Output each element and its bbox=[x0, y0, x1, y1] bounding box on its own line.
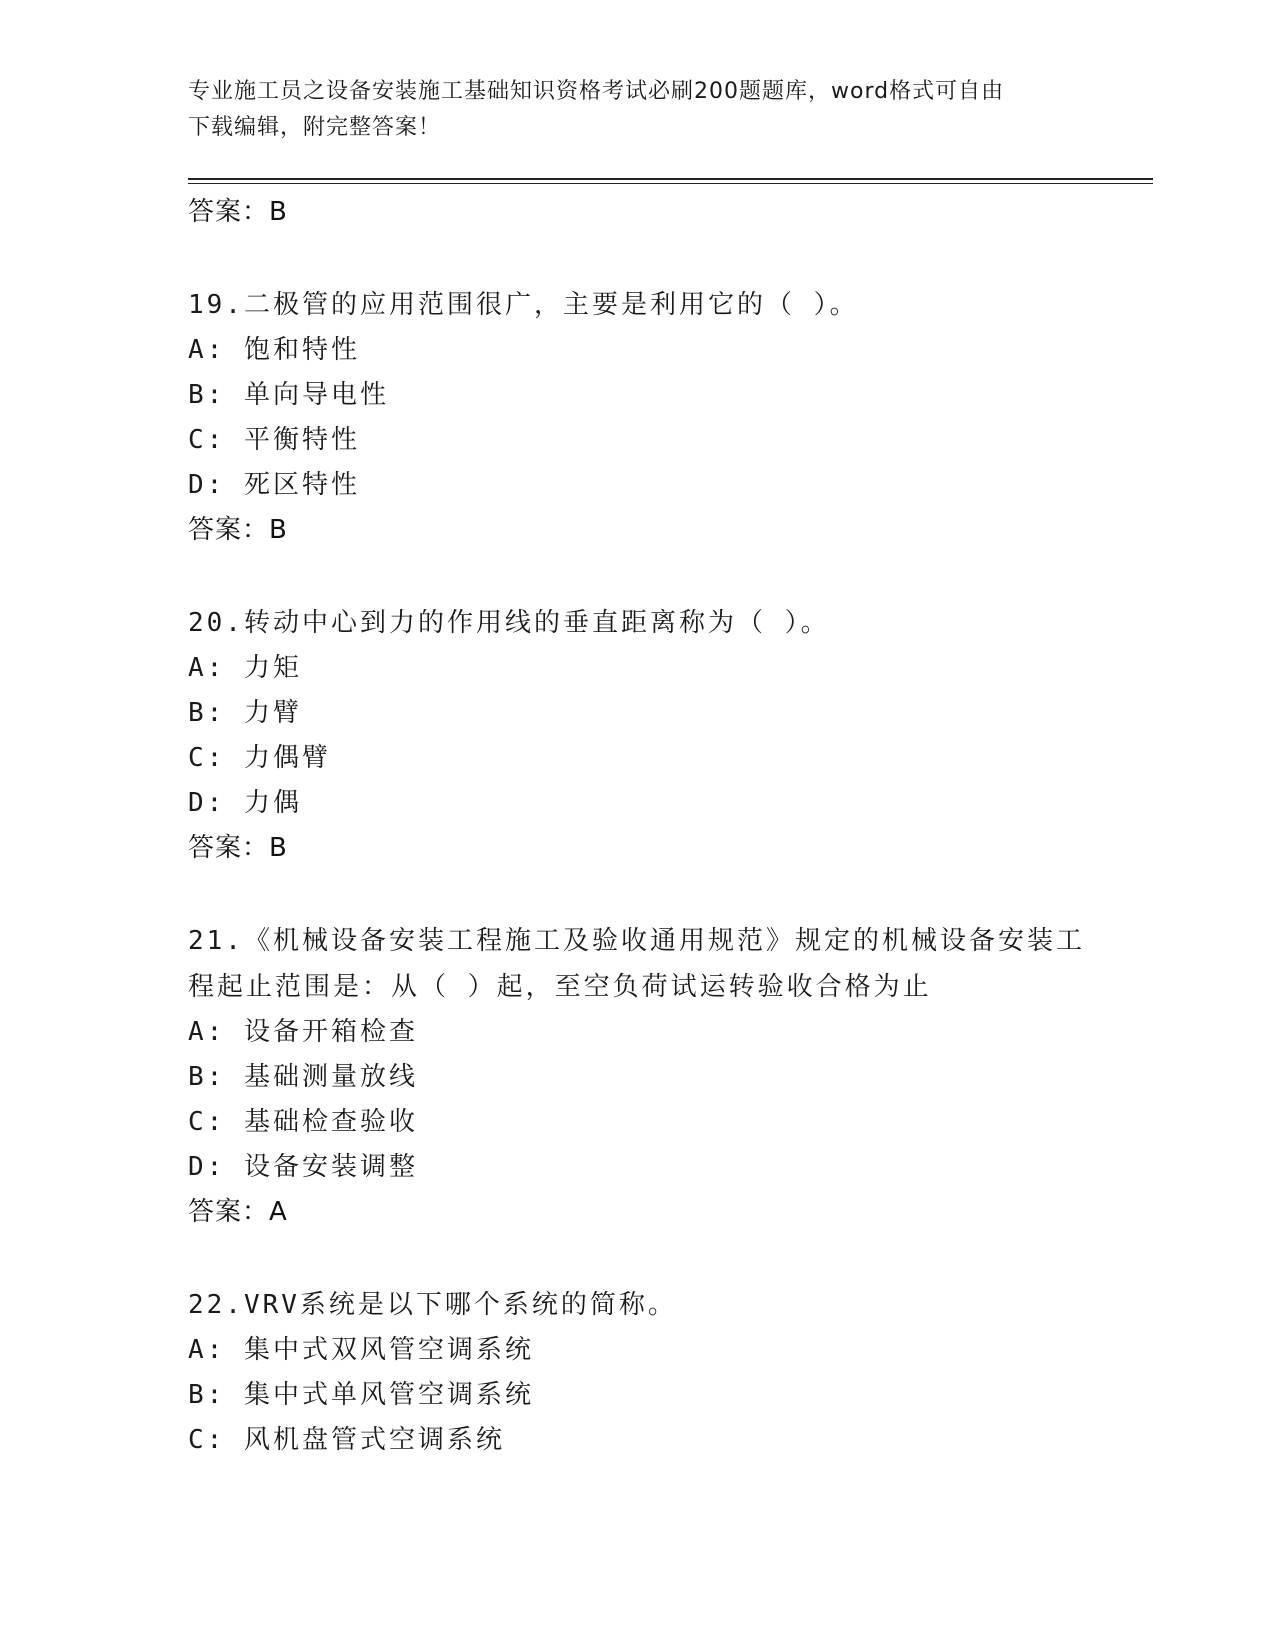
option-c: C: 平衡特性 bbox=[188, 425, 360, 455]
answer-label: 答案：A bbox=[188, 1197, 288, 1227]
option-c: C: 风机盘管式空调系统 bbox=[188, 1425, 505, 1455]
answer-label: 答案：B bbox=[188, 833, 288, 863]
question-20 bbox=[188, 600, 1088, 870]
question-19 bbox=[188, 282, 1088, 552]
option-a: A: 集中式双风管空调系统 bbox=[188, 1335, 534, 1365]
option-a: A: 力矩 bbox=[188, 653, 302, 683]
option-d: D: 力偶 bbox=[188, 788, 302, 818]
option-d: D: 死区特性 bbox=[188, 470, 360, 500]
question-list bbox=[188, 190, 1088, 1463]
header-divider bbox=[188, 178, 1153, 180]
header-text-line2: 下载编辑，附完整答案！ bbox=[188, 115, 442, 140]
question-21 bbox=[188, 918, 1088, 1234]
option-a: A: 设备开箱检查 bbox=[188, 1017, 418, 1047]
header-text-line1: 专业施工员之设备安装施工基础知识资格考试必刷200题题库，word格式可自由 bbox=[188, 79, 1005, 104]
option-b: B: 力臂 bbox=[188, 698, 302, 728]
question-stem: 19.二极管的应用范围很广，主要是利用它的（ ）。 bbox=[188, 290, 859, 320]
option-c: C: 力偶臂 bbox=[188, 743, 331, 773]
option-d: D: 设备安装调整 bbox=[188, 1152, 418, 1182]
header-divider-thin bbox=[188, 183, 1153, 184]
page-header bbox=[188, 74, 1088, 146]
option-b: B: 集中式单风管空调系统 bbox=[188, 1380, 534, 1410]
option-a: A: 饱和特性 bbox=[188, 335, 360, 365]
question-stem: 22.VRV系统是以下哪个系统的简称。 bbox=[188, 1290, 677, 1320]
question-stem: 20.转动中心到力的作用线的垂直距离称为（ ）。 bbox=[188, 608, 830, 638]
answer-label: 答案：B bbox=[188, 197, 288, 227]
answer-label: 答案：B bbox=[188, 515, 288, 545]
option-b: B: 基础测量放线 bbox=[188, 1062, 418, 1092]
question-stem: 21.《机械设备安装工程施工及验收通用规范》规定的机械设备安装工程起止范围是：从（ ）起，至空负荷试运转验收合格为止 bbox=[188, 926, 1085, 1002]
option-c: C: 基础检查验收 bbox=[188, 1107, 418, 1137]
option-b: B: 单向导电性 bbox=[188, 380, 389, 410]
question-22 bbox=[188, 1282, 1088, 1463]
